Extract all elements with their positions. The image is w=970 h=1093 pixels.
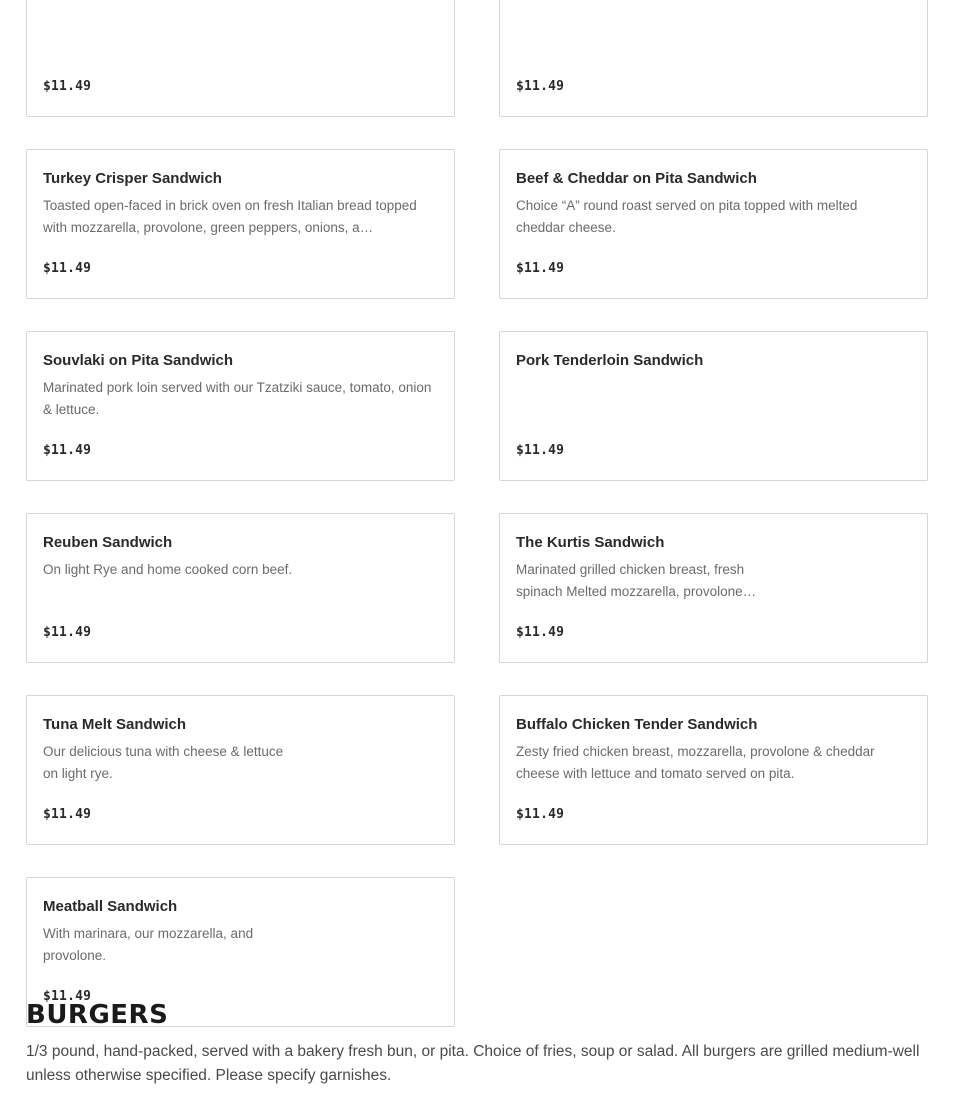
menu-item-card[interactable] [499,331,928,481]
menu-item-price: $11.49 [516,261,565,276]
menu-item-price: $11.49 [43,625,92,640]
menu-item-description: Zesty fried chicken breast, mozzarella, provolone & cheddar cheese with lettuce and tomato served on pita. [516,744,875,781]
menu-item-card[interactable] [499,149,928,299]
burgers-section-title: BURGERS [26,1000,169,1030]
menu-item-name: Souvlaki on Pita Sandwich [43,352,234,369]
menu-item-name: Beef & Cheddar on Pita Sandwich [516,170,757,187]
menu-item-description: With marinara, our mozzarella, and provolone. [43,926,254,963]
menu-item-description: Choice “A” round roast served on pita topped with melted cheddar cheese. [516,198,858,235]
menu-item-name: Buffalo Chicken Tender Sandwich [516,716,758,733]
burgers-section-description: 1/3 pound, hand-packed, served with a bakery fresh bun, or pita. Choice of fries, soup or salad. All burgers are grilled medium-well unless otherwise specified. Please specify garnishes. [26,1043,920,1084]
menu-item-card[interactable] [26,0,455,117]
menu-item-name: The Kurtis Sandwich [516,534,665,551]
menu-item-price: $11.49 [516,443,565,458]
menu-item-card[interactable] [26,331,455,481]
menu-item-price: $11.49 [516,807,565,822]
menu-item-name: Turkey Crisper Sandwich [43,170,222,187]
menu-item-name: Pork Tenderloin Sandwich [516,352,704,369]
menu-item-name: Meatball Sandwich [43,898,178,915]
menu-item-card[interactable] [499,513,928,663]
menu-item-card[interactable] [26,695,455,845]
menu-item-price: $11.49 [43,807,92,822]
menu-item-price: $11.49 [43,261,92,276]
menu-item-description: Our delicious tuna with cheese & lettuce on light rye. [43,744,284,781]
menu-item-price: $11.49 [516,625,565,640]
sandwich-menu-grid [26,0,928,1027]
menu-item-price: $11.49 [43,989,92,1004]
menu-item-card[interactable] [26,513,455,663]
menu-item-name: Tuna Melt Sandwich [43,716,187,733]
menu-item-description: Toasted open-faced in brick oven on fresh Italian bread topped with mozzarella, provolone, green peppers, onions, a… [43,198,417,235]
menu-item-description: Marinated pork loin served with our Tzatziki sauce, tomato, onion & lettuce. [43,380,432,417]
menu-item-price: $11.49 [43,443,92,458]
menu-item-card[interactable] [499,695,928,845]
menu-item-price: $11.49 [43,79,92,94]
menu-item-name: Reuben Sandwich [43,534,173,551]
menu-item-description: On light Rye and home cooked corn beef. [43,562,293,577]
menu-item-price: $11.49 [516,79,565,94]
menu-item-card[interactable] [26,149,455,299]
menu-item-card[interactable] [499,0,928,117]
menu-item-description: Marinated grilled chicken breast, fresh spinach Melted mozzarella, provolone… [516,562,757,599]
